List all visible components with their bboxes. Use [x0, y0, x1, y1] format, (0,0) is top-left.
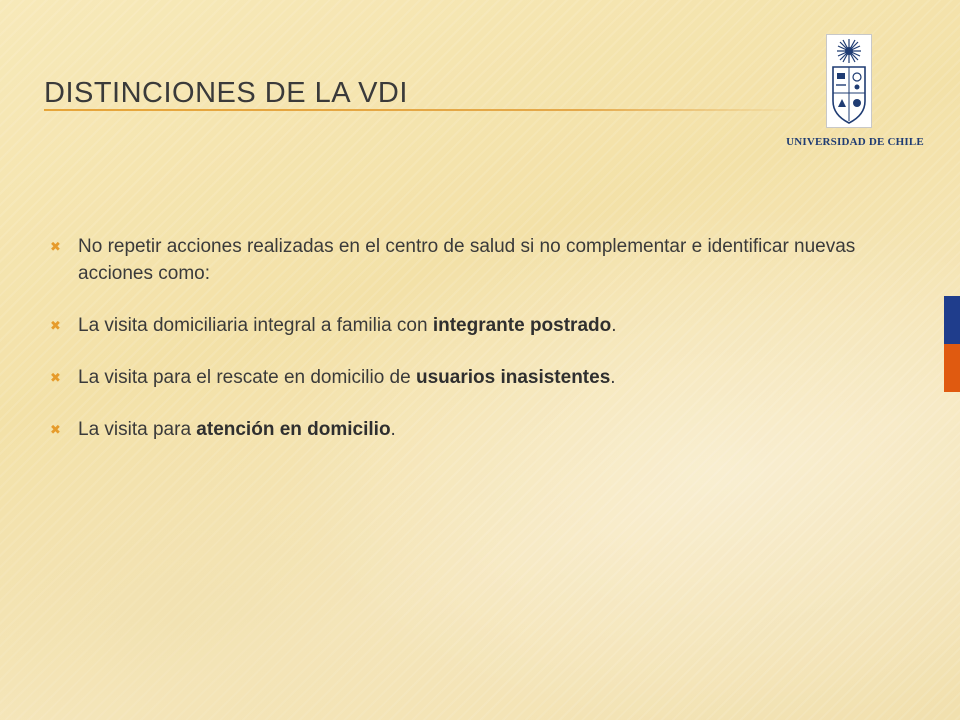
bullet-item	[46, 364, 916, 391]
bullet-text: La visita domiciliaria integral a familia con	[78, 315, 433, 336]
bullet-emphasis: integrante postrado	[432, 315, 612, 336]
title-underline	[44, 109, 804, 111]
x-bullet-icon: ✖	[50, 370, 61, 385]
bullet-item	[46, 312, 916, 339]
bullet-item	[46, 416, 916, 443]
side-tab-blue	[944, 296, 960, 344]
bullet-emphasis: usuarios inasistentes	[415, 367, 611, 388]
slide-title: DISTINCIONES DE LA VDI	[44, 77, 408, 109]
x-bullet-icon: ✖	[50, 239, 61, 254]
bullet-text: No repetir acciones realizadas en el centro de salud si no complementar e identificar nuevas acciones como:	[78, 236, 856, 284]
bullet-text: La visita para	[78, 419, 197, 440]
bullet-list	[46, 233, 916, 443]
university-crest-icon	[826, 34, 872, 128]
bullet-emphasis: atención en domicilio	[196, 419, 391, 440]
side-tab-orange	[944, 344, 960, 392]
university-name: UNIVERSIDAD DE CHILE	[786, 136, 924, 148]
bullet-punctuation: .	[610, 367, 616, 388]
bullet-punctuation: .	[390, 419, 396, 440]
x-bullet-icon: ✖	[50, 422, 61, 437]
bullet-item	[46, 233, 916, 287]
bullet-text: La visita para el rescate en domicilio de	[78, 367, 416, 388]
bullet-punctuation: .	[611, 315, 617, 336]
x-bullet-icon: ✖	[50, 318, 61, 333]
